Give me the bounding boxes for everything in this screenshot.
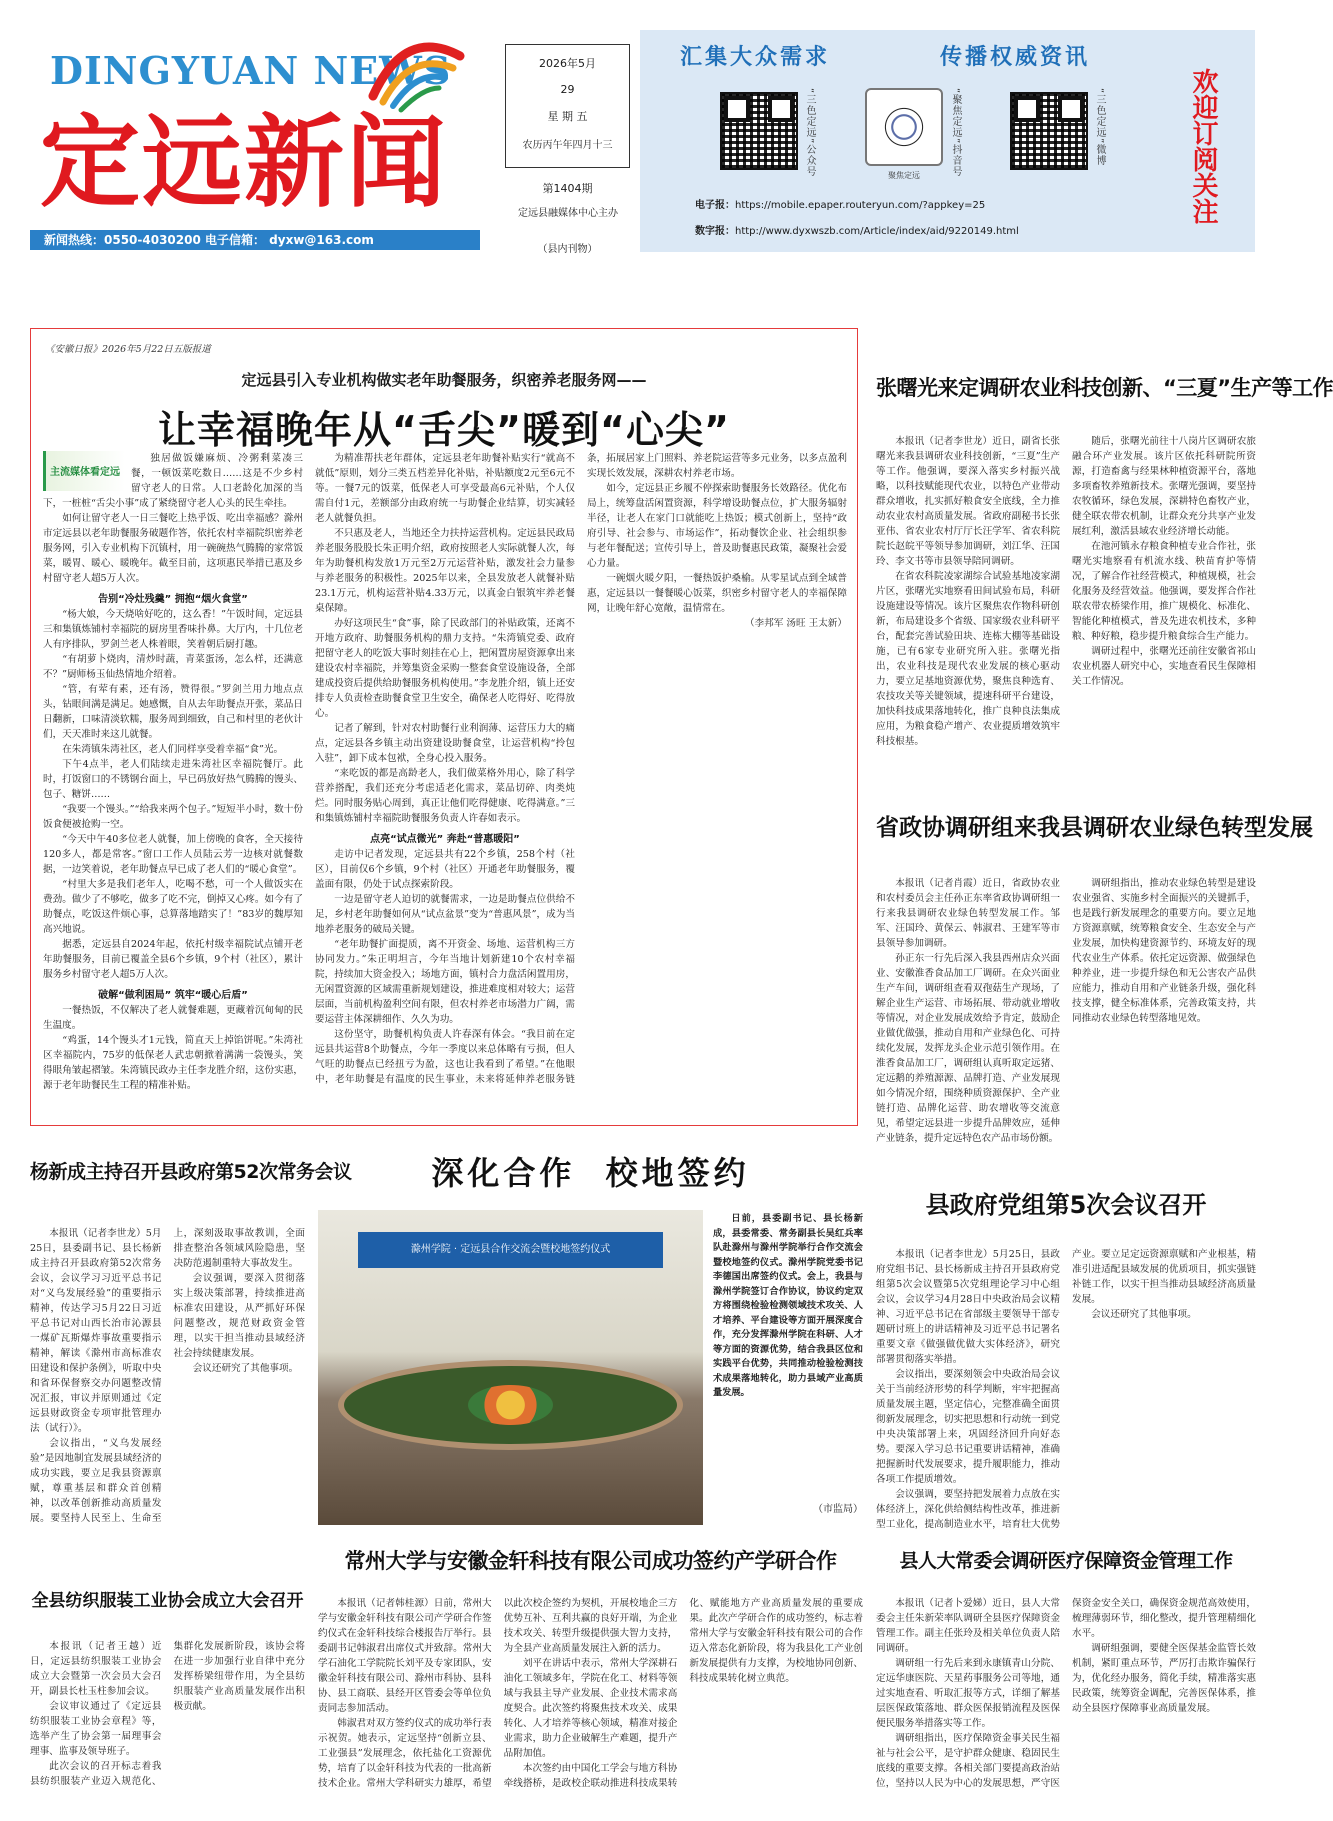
lead-para: 如今，定远县正乡履不停探索助餐服务长效路径。优化布局上，统筹盘活闲置资源，科学增设助餐点位，扩大服务辐射半径，让老人在家门口就能吃上热饭；模式创新上，坚持“政府引导、社会参与、市场运作”，拓动餐饮企业、社会组织参与老年餐配送；宣传引导上，普及助餐惠民政策，凝聚社会爱心力量。 [587,483,847,569]
photo-banner [358,1232,663,1268]
lead-body [43,451,847,1111]
lead-para: “管，有荤有素，还有汤，赞得很。”罗剑兰用力地点点头，钻眼间满是满足。她感慨，自从去年助餐点开张，菜品日日翻新，口味清淡软糯，服务周到细致，自己和村里的老伙计们，天天准时来这儿就餐。 [43,684,303,740]
douyin-caption: 聚焦定远 [888,171,920,180]
right-article-2 [876,810,1313,1145]
article-6-para: 本报讯（记者卜爱娣）近日，县人大常委会主任朱新荣率队调研全县医疗保障资金管理工作。副主任张玲及相关单位负责人陪同调研。 [876,1598,1060,1654]
photo-feature-title: 深化合作 校地签约 [431,1154,750,1192]
article-5-para: 本次签约由中国化工学会与地方科协牵线搭桥，是政校企联动推进科技成果转化、赋能地方产业高质量发展的重要成果。此次产学研合作的成功签约，标志着常州大学与安徽金轩科技有限公司的合作迈入常态化新阶段，将为我县化工产业创新发展提供有力支撑，为校地协同创新、科技成果转化树立典范。 [503,1598,863,1789]
hotline-text: 新闻热线：0550-4030200 电子信箱： dyxw@163.com [44,233,374,247]
lead-para: 据悉，定远县自2024年起，依托村级幸福院试点铺开老年助餐服务，目前已覆盖全县6个乡镇，9个村（社区），累计服务乡村留守老人超5万人次。 [43,939,303,980]
promo-panel [640,30,1255,252]
epaper-url[interactable]: https://mobile.epaper.routeryun.com/?appkey=25 [735,200,986,211]
lead-para: 这份坚守，助餐机构负责人许春深有体会。“我目前在定远县共运营8个助餐点，今年一季度以来总体略有亏损，但人气旺的助餐点已经扭亏为盈，这也让我看到了希望。”在他眼中，老年助餐是有温度的民生事业，未来将延伸养老服务链条，拓展居家上门照料、养老院运营等多元业务，以多点盈利实现长效发展，深耕农村养老市场。 [315,453,847,1085]
article-6 [876,1540,1256,1800]
article-3-para: 本报讯（记者李世龙）5月25日，县委副书记、县长杨新成主持召开县政府第52次常务会议，会议学习习近平总书记对“义乌发展经验”的重要指示精神，传达学习5月22日习近平总书记对山西长治市沁源县一煤矿瓦斯爆炸事故重要指示精神，解读《滁州市高标准农田建设和保护条例》，听取中央和省环保督察交办问题整改情况汇报，审议并原则通过《定远县财政资金专项审批管理办法（试行）》。 [30,1228,162,1434]
lead-para: “村里大多是我们老年人，吃喝不愁，可一个人做饭实在费劲。做少了不够吃，做多了吃不完，倒掉又心疼。如今有了助餐点，吃饭这件烦心事，总算落地踏实了！”83岁的魏厚知高兴地说。 [43,879,303,935]
masthead [30,30,1255,260]
article-4-para: 本报讯（记者李世龙）5月25日，县政府党组书记、县长杨新成主持召开县政府党组第5次会议暨第5次党组理论学习中心组会议，会议学习4月28日中央政治局会议精神、习近平总书记在省部级主要领导干部专题研讨班上的讲话精神及习近平总书记署名重要文章《做强做优做大实体经济》，研究部署贯彻落实举措。 [876,1249,1060,1365]
photo-feature [318,1150,863,1530]
wechat-qr-code[interactable] [720,92,798,170]
article-6-para: 调研组指出，医疗保障资金事关民生福祉与社会公平，是守护群众健康、稳固民生底线的重要支撑。各相关部门要提高政治站位，坚持以人民为中心的发展思想，严守医保资金安全关口，确保资金规范高效使用，梳理薄弱环节，细化整改，提升管理精细化水平。 [876,1598,1256,1789]
right-article-1-title: 张曙光来定调研农业科技创新、“三夏”生产等工作 [876,376,1333,400]
lead-subheading: 告别“冷灶残羹” 拥抱“烟火食堂” [98,594,248,605]
article-3 [30,1152,352,1532]
lead-subheading: 点亮“试点微光” 奔赴“普惠暖阳” [370,834,520,845]
date-year-month: 2026年5月 [539,57,596,70]
right-article-2-para: 本报讯（记者肖霞）近日，省政协农业和农村委员会主任孙正东率省政协调研组一行来我县调研农业绿色转型发展工作。邹军、汪国玲、黄保云、韩淑君、王建军等市县领导参加调研。 [876,878,1060,949]
lead-para: 如何让留守老人一日三餐吃上热乎饭、吃出幸福感？滁州市定远县以老年助餐服务破题作答，依托农村幸福院织密养老服务网，引入专业机构下沉镇村，用一碗碗热气腾腾的家常饭菜，暖胃、暖心、暖晚年。截至目前，这项惠民举措已惠及乡村留守老人超5万人次。 [43,513,303,584]
mainstream-media-badge [43,451,125,491]
lead-para: 一边是留守老人迫切的就餐需求，一边是助餐点位供给不足，乡村老年助餐如何从“试点盆景”变为“普惠风景”，成为当地养老服务的破局关键。 [315,894,575,935]
lead-para: 下午4点半，老人们陆续走进朱湾社区幸福院餐厅。此时，打饭窗口的不锈钢台面上，早已码放好热气腾腾的馒头、包子、糖饼…… [43,759,303,800]
lead-para: “有胡萝卜烧肉，清炒时蔬，青菜蛋汤，怎么样，还满意不？”厨师杨玉仙热情地介绍着。 [43,654,303,680]
lead-para: “来吃饭的都是高龄老人，我们做菜格外用心，除了科学营养搭配，我们还充分考虑适老化需求，菜品切碎、肉类炖烂。同时服务贴心周到，真正让他们吃得健康、吃得满意。”三和集镇炼铺村幸福院助餐服务负责人许春如表示。 [315,768,575,824]
epaper-line [695,196,985,211]
article-7-para: 会议审议通过了《定远县纺织服装工业协会章程》等，选举产生了协会第一届理事会理事、监事及领导班子。 [30,1701,162,1757]
logo-swirl-icon [365,36,465,114]
article-5-para: 本报讯（记者韩桂源）日前，常州大学与安徽金轩科技有限公司产学研合作签约仪式在金轩科技综合楼报告厅举行。县委副书记韩淑君出席仪式并致辞。常州大学石油化工学院院长刘平及专家团队，安徽金轩科技有限公司、滁州市科协、县科协、县工商联、县经开区管委会等单位负责同志参加活动。 [318,1598,492,1714]
digital-label: 数字报： [695,226,735,237]
article-4-title: 县政府党组第5次会议召开 [925,1191,1207,1219]
circulation: （县内刊物） [537,244,598,255]
lead-source: 《安徽日报》2026年5月22日五版报道 [45,344,211,355]
welcome-subscribe: 欢迎订阅关注 [1188,68,1218,224]
masthead-chinese-name: 定远新闻 [40,104,448,221]
date-weekday: 星 期 五 [547,110,588,123]
lead-para: 在朱湾镇朱湾社区，老人们同样享受着幸福“食”光。 [62,744,284,755]
douyin-qr-label: “聚焦定远”抖音号 [950,88,961,178]
article-7 [30,1583,305,1798]
photo-credit: （市监局） [813,1504,863,1515]
lead-article [30,328,858,1126]
lead-para: 一碗烟火暖夕阳，一餐热饭护桑榆。从零星试点到全域普惠，定远县以一餐餐暖心饭菜，织密乡村留守老人的幸福保障网，让晚年舒心宽敞，温情常在。 [587,573,847,614]
right-article-1-para: 在池河镇永存粮食种植专业合作社，张曙光实地察看有机流水线、秧苗育护等情况，了解合作社经营模式，种植规模，社会化服务及经营效益。他强调，要发挥合作社联农带农桥梁作用，推广规模化、标准化、智能化种植模式，普及先进农机技术，多种粮、种好粮，稳步提升粮食综合生产能力。 [1072,541,1256,642]
wechat-qr-label: “三色定远”公众号 [804,88,815,178]
article-3-para: 会议还研究了其他事项。 [192,1363,299,1374]
article-4-para: 会议还研究了其他事项。 [1091,1309,1197,1320]
lead-para: 走访中记者发现，定远县共有22个乡镇，258个村（社区），目前仅6个乡镇，9个村（社区）开通老年助餐服务，覆盖面有限，仍处于试点探索阶段。 [315,849,575,890]
article-4 [876,1185,1256,1535]
photo-caption [713,1212,863,1512]
article-5-title: 常州大学与安徽金轩科技有限公司成功签约产学研合作 [344,1549,837,1573]
date-day: 29 [560,83,575,96]
douyin-qr-code[interactable] [865,88,943,166]
epaper-label: 电子报： [695,200,735,211]
lead-intro: 独居做饭嫌麻烦、冷粥剩菜凑三餐，一顿饭菜吃数日……这是不少乡村留守老人的日常。人口老龄化加深的当下，一桩桩“舌尖小事”成了紧绕留守老人心头的民生牵挂。 [43,453,303,509]
weibo-qr-label: “三色定远”微博 [1094,88,1105,167]
lead-para: 一餐热饭，不仅解决了老人就餐难题，更藏着沉甸甸的民生温度。 [43,1005,303,1031]
date-lunar: 农历丙午年四月十三 [522,140,613,151]
badge-text: 主流媒体看定远 [50,467,120,478]
article-6-para: 调研组强调，要健全医保基金监管长效机制，紧盯重点环节，严厉打击欺诈骗保行为，优化经办服务，简化手续，精准落实惠民政策，统筹资金调配，完善医保体系，推动全县医疗保障事业高质量发展。 [1072,1643,1256,1714]
issue-number: 第1404期 [542,182,593,195]
publisher: 定远县融媒体中心主办 [518,208,618,219]
hotline-bar [30,230,480,250]
lead-para: 记者了解到，针对农村助餐行业利润薄、运营压力大的痛点，定远县各乡镇主动出资建设助餐食堂，让运营机构“拎包入驻”，卸下成本包袱，全身心投入服务。 [315,723,575,764]
right-article-1-para: 本报讯（记者李世龙）近日，副省长张曙光来我县调研农业科技创新，“三夏”生产等工作。他强调，要深入落实乡村振兴战略，以科技赋能现代农业，以特色产业带动群众增收，扎实抓好粮食安全底线，全力推动农业农村高质量发展。省政府副秘书长张亚伟、省农业农村厅厅长汪学军、省农科院院长赵皖平等领导参加调研，刘江华、汪国玲、李文书等市县领导陪同调研。 [876,436,1060,567]
article-3-para: 会议指出，“义乌发展经验”是因地制宜发展县域经济的成功实践，要立足我县资源禀赋，尊重基层和群众首创精神，以改革创新推动高质量发展。要坚持人民至上、生命至上，深刻汲取事故教训，全面排查整治各领域风险隐患，坚决防范遏制重特大事故发生。 [30,1228,305,1524]
masthead-english-name: DINGYUAN NEWS [50,48,452,93]
weibo-qr-code[interactable] [1010,92,1088,170]
lead-para: 办好这项民生“食”事，除了民政部门的补贴政策，还离不开地方政府、助餐服务机构的鼎力支持。“朱湾镇党委、政府把留守老人的吃饭大事时刻挂在心上，把闲置房屋资源拿出来建设农村幸福院，并筹集资金采购一整套食堂设施设备，全部建成投资后提供给助餐服务机构使用。”李龙胜介绍，镇上还安排专人负责检查助餐食堂卫生安全，确保老人吃得好、吃得放心。 [315,618,575,719]
article-6-para: 调研组一行先后来到永康镇青山分院、定远华康医院、天星药事服务公司等地，通过实地查看、听取汇报等方式，详细了解基层医保政策落地、群众医保报销流程及医保便民服务举措落实等工作。 [876,1658,1060,1729]
right-article-1-para: 随后，张曙光前往十八岗片区调研农旅融合环产业发展。该片区依托科研院所资源，打造畜禽与经果林种植资源平台，落地多项畜牧养殖新技术。张曙光强调，要坚持农牧循环，绿色发展，深耕特色畜牧产业，健全联农带农机制，让群众充分共享产业发展红利，激活县域农业经济增长动能。 [1072,436,1256,537]
right-article-1-para: 在省农科院凌家湖综合试验基地凌家湖片区，张曙光实地察看田间试验布局，科研设施建设等情况。该片区聚焦农作物科研创新，布局建设多个省级、国家级农业科研平台，配套完善试验田块、连栋大棚等基础设施，已有6家专业研究所入驻。张曙光指出，农业科技是现代农业发展的核心驱动力，要立足基地资源优势，聚焦良种选育、农技攻关等关键领域，提速科研平台建设，加快科技成果落地转化，推广良种良法集成应用，为粮食稳产增产、农业提质增效筑牢科技根基。 [876,571,1060,747]
right-article-2-para: 调研组指出，推动农业绿色转型是建设农业强省、实施乡村全面振兴的关键抓手，也是践行新发展理念的重要方向。要立足地方资源禀赋，统筹粮食安全、生态安全与产业发展，加快构建资源节约、环境友好的现代农业生产体系。依托定远资源、做强绿色种养业，进一步提升绿色和无公害农产品供应能力，推动自用和产业链条升级，强化科技支撑，健全标准体系，完善政策支持，共同推动农业绿色转型落地见效。 [1072,878,1256,1024]
article-5 [318,1540,863,1800]
right-article-1 [876,370,1333,765]
date-box [505,44,630,168]
lead-byline: （李邦军 汤旺 王太新） [744,618,847,629]
article-5-para: 韩淑君对双方签约仪式的成功举行表示祝贺。她表示，定远坚持“创新立县、工业强县”发展理念，依托盐化工资源优势，培育了以金轩科技为代表的一批高新技术企业。常州大学科研实力雄厚，希望以此次校企签约为契机，开展校地企三方优势互补、互利共赢的良好开端，为企业技术攻关、转型升级提供强大智力支持，为全县产业高质量发展注入新的活力。 [318,1598,678,1789]
photo-banner-text: 滁州学院 · 定远县合作交流会暨校地签约仪式 [410,1244,611,1255]
photo-flowers [468,1385,553,1425]
lead-para: “今天中午40多位老人就餐，加上傍晚的食客，全天接待120多人，都是常客。”窗口工作人员陆云芳一边核对就餐数据，一边笑着说，老年助餐点早已成了老人们的“暖心食堂”。 [43,834,303,875]
article-7-title: 全县纺织服装工业协会成立大会召开 [31,1591,304,1611]
right-article-1-para: 调研过程中，张曙光还前往安徽省祁山农业机器人研究中心，实地查看民生保障相关工作情况。 [1072,646,1256,687]
lead-kicker: 定远县引入专业机构做实老年助餐服务，织密养老服务网—— [241,371,647,389]
promo-slogan-left: 汇集大众需求 [680,45,831,70]
lead-para: “老年助餐扩面提质，离不开资金、场地、运营机构三方协同发力。”朱正明坦言，今年当地计划新建10个农村幸福院，持续加大资金投入；场地方面，镇村合力盘活闲置用房，无闲置资源的区域需重新规划建设，推进难度相对较大；运营层面，当前机构盈利空间有限，但农村养老市场潜力广阔，需要运营主体深耕细作、久久为功。 [315,939,575,1025]
article-3-title: 杨新成主持召开县政府第52次常务会议 [30,1161,352,1183]
digital-line [695,222,1019,237]
lead-para: 为精准帮扶老年群体，定远县老年助餐补贴实行“就高不就低”原则，划分三类五档差异化补贴，补贴额度2元至6元不等。一餐7元的饭菜，低保老人可享受最高6元补贴，个人仅需自付1元，差额部分由政府统一与助餐企业结算，切实减轻老人就餐负担。 [315,453,575,524]
right-article-2-title: 省政协调研组来我县调研农业绿色转型发展 [876,815,1313,841]
promo-slogan-right: 传播权威资讯 [940,45,1091,70]
article-4-para: 会议强调，要坚持把发展着力点放在实体经济上，深化供给侧结构性改革，推进新型工业化，提高制造业水平，培育壮大优势产业。要立足定远资源禀赋和产业根基，精准引进适配县域发展的优质项目，抓实强链补链工作，以实干担当推动县域经济高质量发展。 [876,1249,1256,1530]
article-7-para: 本报讯（记者王越）近日，定远县纺织服装工业协会成立大会暨第一次会员大会召开，副县长杜玉柱参加会议。 [30,1641,162,1697]
lead-para: 不只惠及老人，当地还全力扶持运营机构。定远县民政局养老服务股股长朱正明介绍，政府按照老人实际就餐人次，每年为助餐机构发放1万元至2万元运营补贴，激发社会力量参与养老服务的积极性。2025年以来，全县发放老人就餐补贴23.1万元，机构运营补贴4.33万元，以真金白银筑牢养老餐桌保障。 [315,528,575,614]
article-5-para: 刘平在讲话中表示，常州大学深耕石油化工领域多年，学院在化工、材料等领域与我县主导产业发展、企业技术需求高度契合。此次签约将聚焦技术攻关、成果转化、人才培养等核心领域，精准对接企业需求，助力企业破解生产难题，提升产品附加值。 [503,1658,678,1759]
right-article-2-para: 孙正东一行先后深入我县西州店众兴面业、安徽淮香食品加工厂调研。在众兴面业生产车间，调研组查看双孢菇生产现场，了解企业生产运营、市场拓展、带动就业增收等情况，对企业发展成效给予肯定，鼓励企业做优做强，推动自用和产业绿色化、可持续化发展，发挥龙头企业示范引领作用。在淮香食品加工厂，调研组认真听取定远猪、定远鹅的养殖源源、品牌打造、产业发展现如今情况介绍，围绕种质资源保护、全产业链打造、品牌化运营、助农增收等交流意见，希望定远县进一步提升品牌效应，延伸产业链条，提升定远特色农产品市场份额。 [876,953,1060,1144]
article-3-para: 会议强调，要深入贯彻落实上级决策部署，持续推进高标准农田建设，从严抓好环保问题整改，规范财政资金管理，以实干担当推动县域经济社会持续健康发展。 [173,1273,305,1359]
lead-para: “鸡蛋，14个馒头才1元钱，简直天上掉馅饼呢。”朱湾社区幸福院内，75岁的低保老人武忠朝掀着满满一袋馒头，笑得眼角皱起褶皱。朱湾镇民政办主任李龙胜介绍，这份实惠，源于老年助餐民生工程的精准补贴。 [43,1035,303,1091]
digital-url[interactable]: http://www.dyxwszb.com/Article/index/aid/9220149.html [735,226,1019,237]
article-7-para: 此次会议的召开标志着我县纺织服装产业迈入规范化、集群化发展新阶段，该协会将在进一步加强行业自律中充分发挥桥梁纽带作用，为全县纺织服装产业高质量发展作出积极贡献。 [30,1641,305,1787]
lead-para: “杨大娘，今天烧啥好吃的，这么香！”午饭时间，定远县三和集镇炼铺村幸福院的厨房里香味扑鼻。大厅内，十几位老人有序排队，罗剑兰老人株着眼，笑着朝后厨打趣。 [43,609,303,650]
article-4-para: 会议指出，要深刻领会中央政治局会议关于当前经济形势的科学判断，牢牢把握高质量发展主题，坚定信心，完整准确全面贯彻新发展理念，切实把思想和行动统一到党中央决策部署上来，巩固经济回升向好态势。要深入学习总书记重要讲话精神，准确把握新时代发展要求，提升履职能力，推动各项工作提质增效。 [876,1369,1060,1485]
article-6-title: 县人大常委会调研医疗保障资金管理工作 [899,1550,1233,1572]
lead-title: 让幸福晚年从“舌尖”暖到“心尖” [158,408,730,452]
signing-ceremony-photo [318,1210,703,1525]
lead-subheading: 破解“做利困局” 筑牢“暖心后盾” [98,990,248,1001]
lead-para: “我要一个馒头。”“给我来两个包子。”短短半小时，数十份饭食便被抢购一空。 [43,804,303,830]
photo-caption-text: 日前，县委副书记、县长杨新成，县委常委、常务副县长吴红兵率队赴滁州与滁州学院举行合作交流会暨校地签约仪式。滁州学院党委书记李德国出席签约仪式。会上，我县与滁州学院签订合作协议，协议约定双方将围绕检验检测领域技术攻关、人才培养、平台建设等方面开展深度合作，充分发挥滁州学院在科研、人才等方面的资源优势，结合我县区位和实践平台优势，共同推动检验检测技术成果落地转化，助力县域产业高质量发展。 [713,1213,863,1398]
